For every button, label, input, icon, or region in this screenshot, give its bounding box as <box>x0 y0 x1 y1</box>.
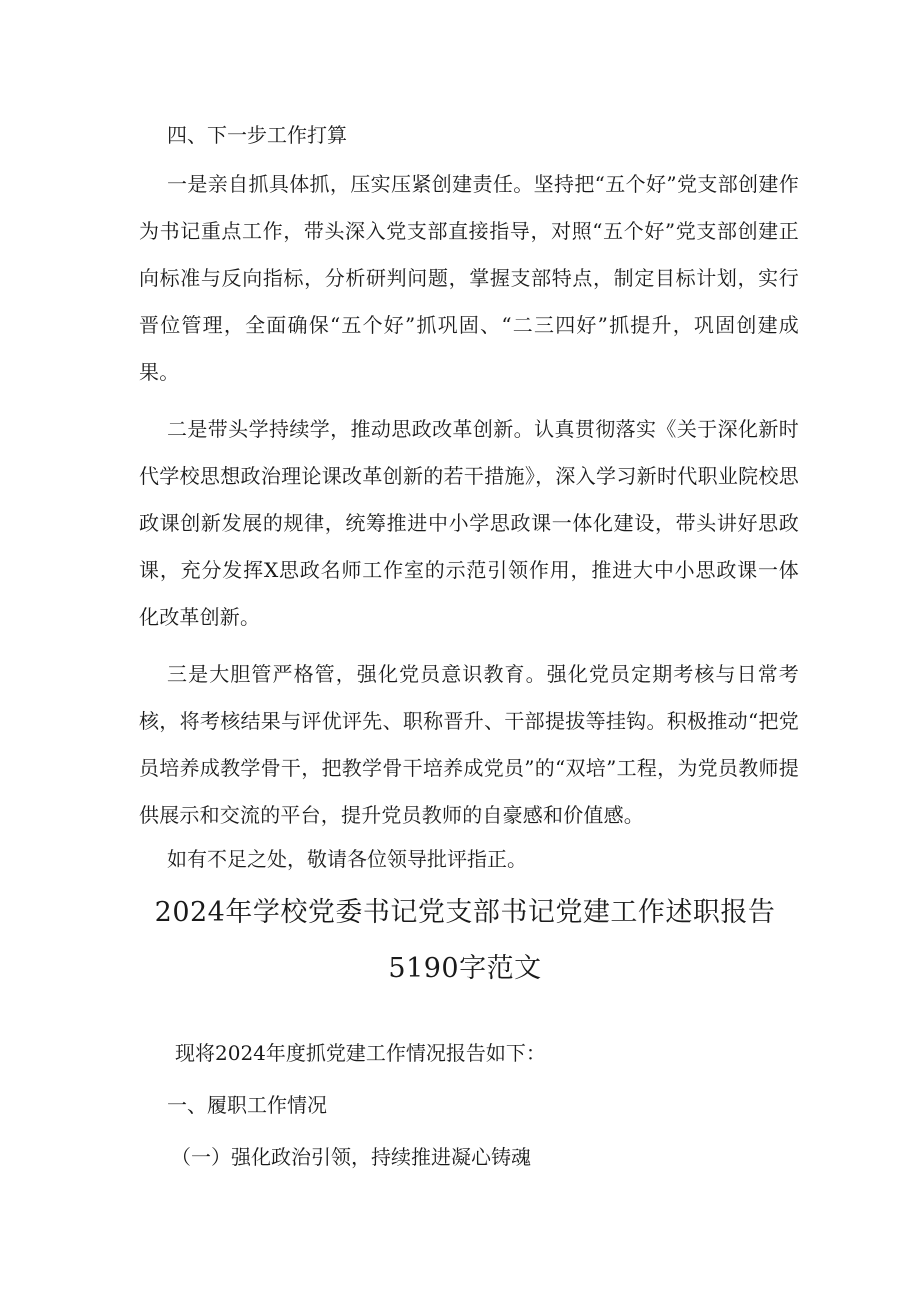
report-title-line1: 2024年学校党委书记党支部书记党建工作述职报告 <box>154 897 776 928</box>
report-title <box>120 885 810 997</box>
section-four <box>139 112 799 879</box>
paragraph-three: 三是大胆管严格管，强化党员意识教育。强化党员定期考核与日常考核，将考核结果与评优评先、职称晋升、干部提拔等挂钩。积极推动“把党员培养成教学骨干，把教学骨干培养成党员”的“双培”工程，为党员教师提供展示和交流的平台，提升党员教师的自豪感和价值感。 <box>139 662 799 827</box>
subsection-one-heading: （一）强化政治引领，持续推进凝心铸魂 <box>171 1145 531 1169</box>
section-four-heading: 四、下一步工作打算 <box>167 123 347 147</box>
report-intro: 现将2024年度抓党建工作情况报告如下： <box>175 1041 546 1065</box>
report-title-line2: 5190字范文 <box>388 953 542 984</box>
paragraph-two: 二是带头学持续学，推动思政改革创新。认真贯彻落实《关于深化新时代学校思想政治理论课改革创新的若干措施》，深入学习新时代职业院校思政课创新发展的规律，统筹推进中小学思政课一体化建设，带头讲好思政课，充分发挥X思政名师工作室的示范引领作用，推进大中小思政课一体化改革创新。 <box>139 417 799 629</box>
section-one-heading: 一、履职工作情况 <box>167 1093 327 1117</box>
closing-remark: 如有不足之处，敬请各位领导批评指正。 <box>167 847 527 871</box>
paragraph-one: 一是亲自抓具体抓，压实压紧创建责任。坚持把“五个好”党支部创建作为书记重点工作，带头深入党支部直接指导，对照“五个好”党支部创建正向标准与反向指标，分析研判问题，掌握支部特点，制定目标计划，实行晋位管理，全面确保“五个好”抓巩固、“二三四好”抓提升，巩固创建成果。 <box>139 172 799 384</box>
